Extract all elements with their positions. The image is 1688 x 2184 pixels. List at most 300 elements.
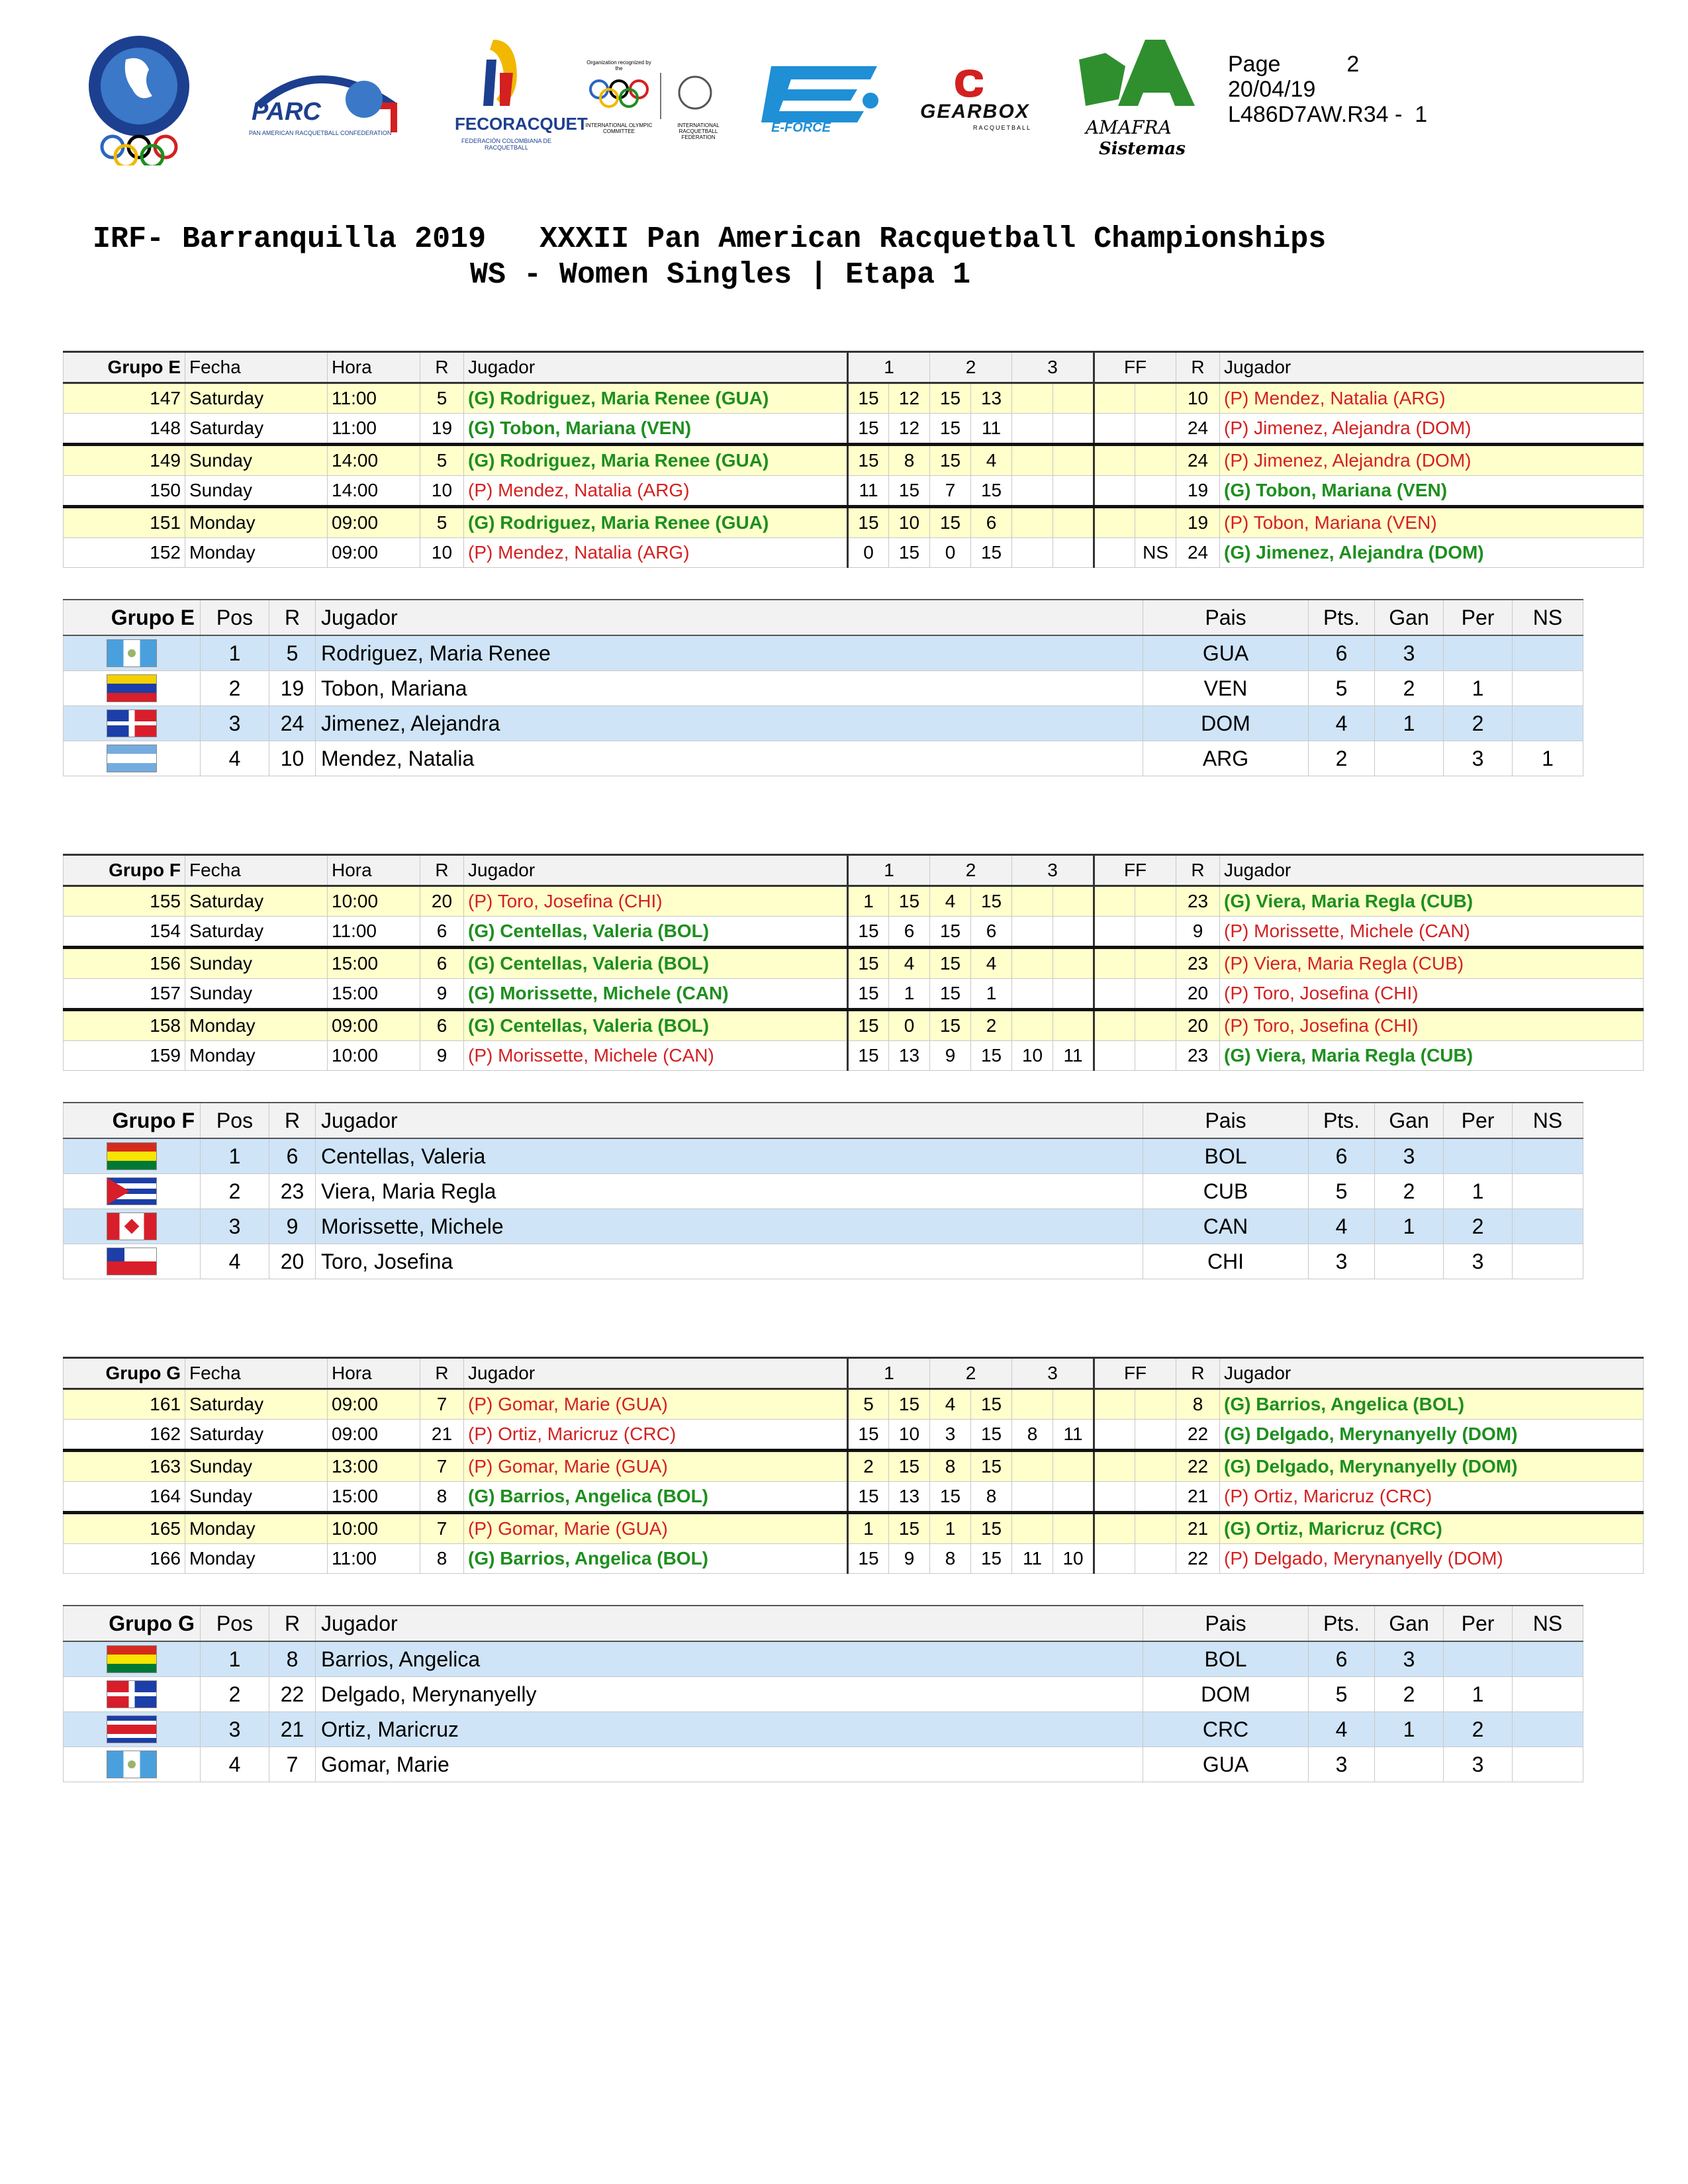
col-hora: Hora — [328, 352, 420, 383]
match-day: Monday — [185, 507, 328, 538]
forfeit — [1135, 1544, 1176, 1574]
group-name: Grupo G — [64, 1358, 185, 1389]
match-day: Monday — [185, 1041, 328, 1071]
set-score — [1012, 1513, 1053, 1544]
player2-name: (G) Delgado, Merynanyelly (DOM) — [1220, 1420, 1644, 1451]
rank: 23 — [269, 1174, 316, 1209]
player2-name: (G) Viera, Maria Regla (CUB) — [1220, 1041, 1644, 1071]
set-score — [1012, 383, 1053, 414]
match-day: Sunday — [185, 1482, 328, 1513]
wins: 2 — [1375, 671, 1444, 706]
rank: 9 — [269, 1209, 316, 1244]
points: 5 — [1309, 1174, 1375, 1209]
player2-rank: 19 — [1176, 476, 1220, 507]
rank: 6 — [269, 1138, 316, 1174]
position: 3 — [201, 1712, 269, 1747]
set-score: 15 — [971, 538, 1012, 568]
forfeit — [1135, 445, 1176, 476]
col-r2: R — [1176, 855, 1220, 886]
wins: 1 — [1375, 706, 1444, 741]
standings-row — [64, 635, 1583, 671]
set-score: 10 — [1053, 1544, 1094, 1574]
set-score: 0 — [930, 538, 971, 568]
set-score: 15 — [889, 1513, 930, 1544]
set-score: 15 — [889, 1451, 930, 1482]
set-score: 15 — [889, 886, 930, 917]
wins — [1375, 741, 1444, 776]
player2-rank: 24 — [1176, 445, 1220, 476]
match-time: 13:00 — [328, 1451, 420, 1482]
ff-spacer — [1094, 414, 1135, 445]
player1-rank: 21 — [420, 1420, 464, 1451]
col-set-2: 2 — [930, 855, 1012, 886]
flag-cell — [64, 671, 201, 706]
set-score — [1012, 886, 1053, 917]
match-time: 15:00 — [328, 979, 420, 1010]
player2-rank: 23 — [1176, 948, 1220, 979]
col-ff: FF — [1094, 1358, 1176, 1389]
forfeit: NS — [1135, 538, 1176, 568]
set-score: 1 — [971, 979, 1012, 1010]
flag-cell — [64, 741, 201, 776]
col-r2: R — [1176, 352, 1220, 383]
flag-cell — [64, 1641, 201, 1677]
col-pos: Pos — [201, 1103, 269, 1138]
player1-rank: 19 — [420, 414, 464, 445]
losses: 3 — [1444, 1747, 1513, 1782]
match-row — [64, 917, 1644, 948]
set-score — [1053, 414, 1094, 445]
set-score: 15 — [848, 445, 889, 476]
losses — [1444, 1138, 1513, 1174]
col-jugador: Jugador — [464, 352, 848, 383]
match-row — [64, 948, 1644, 979]
flag-cell — [64, 1712, 201, 1747]
flag-cell — [64, 635, 201, 671]
player2-name: (G) Tobon, Mariana (VEN) — [1220, 476, 1644, 507]
player1-name: (P) Toro, Josefina (CHI) — [464, 886, 848, 917]
rank: 7 — [269, 1747, 316, 1782]
set-score: 15 — [848, 917, 889, 948]
player2-rank: 23 — [1176, 886, 1220, 917]
match-table — [63, 1357, 1644, 1574]
ff-spacer — [1094, 886, 1135, 917]
player-name: Toro, Josefina — [316, 1244, 1143, 1279]
ioc-recognition-logo — [583, 60, 735, 146]
set-score: 15 — [971, 476, 1012, 507]
forfeit — [1135, 1420, 1176, 1451]
player1-rank: 5 — [420, 507, 464, 538]
match-day: Sunday — [185, 948, 328, 979]
set-score: 1 — [848, 1513, 889, 1544]
losses — [1444, 635, 1513, 671]
forfeit — [1135, 383, 1176, 414]
page-subtitle: WS - Women Singles | Etapa 1 — [470, 258, 971, 292]
report-date: 20/04/19 — [1228, 77, 1316, 102]
player1-rank: 8 — [420, 1482, 464, 1513]
match-number: 166 — [64, 1544, 185, 1574]
set-score — [1012, 917, 1053, 948]
set-score: 1 — [930, 1513, 971, 1544]
match-day: Saturday — [185, 917, 328, 948]
set-score — [1053, 476, 1094, 507]
player1-rank: 6 — [420, 917, 464, 948]
match-number: 163 — [64, 1451, 185, 1482]
col-gan: Gan — [1375, 1606, 1444, 1641]
position: 3 — [201, 1209, 269, 1244]
fecoracquet-logo-subtext: FEDERACIÓN COLOMBIANA DE RACQUETBALL — [461, 138, 552, 151]
set-score — [1012, 1010, 1053, 1041]
flag-icon — [107, 1751, 157, 1778]
match-number: 159 — [64, 1041, 185, 1071]
points: 3 — [1309, 1747, 1375, 1782]
flag-cell — [64, 706, 201, 741]
ff-spacer — [1094, 1010, 1135, 1041]
col-hora: Hora — [328, 1358, 420, 1389]
match-number: 164 — [64, 1482, 185, 1513]
match-number: 151 — [64, 507, 185, 538]
col-r: R — [269, 1103, 316, 1138]
set-score: 2 — [848, 1451, 889, 1482]
col-ns: NS — [1513, 1606, 1583, 1641]
player1-rank: 5 — [420, 383, 464, 414]
match-number: 158 — [64, 1010, 185, 1041]
set-score: 15 — [848, 1420, 889, 1451]
col-jugador2: Jugador — [1220, 352, 1644, 383]
page-label: Page — [1228, 52, 1281, 77]
set-score: 15 — [930, 917, 971, 948]
player1-name: (G) Rodriguez, Maria Renee (GUA) — [464, 445, 848, 476]
set-score: 8 — [889, 445, 930, 476]
flag-icon — [107, 745, 157, 772]
fecoracquet-logo-text: FECORACQUET — [455, 114, 588, 134]
player2-rank: 22 — [1176, 1420, 1220, 1451]
forfeit — [1135, 1389, 1176, 1420]
match-time: 11:00 — [328, 1544, 420, 1574]
set-score: 11 — [1053, 1420, 1094, 1451]
set-score: 4 — [930, 1389, 971, 1420]
set-score: 4 — [971, 948, 1012, 979]
match-row — [64, 1389, 1644, 1420]
match-day: Saturday — [185, 414, 328, 445]
player-name: Mendez, Natalia — [316, 741, 1143, 776]
set-score: 15 — [971, 1513, 1012, 1544]
player-name: Morissette, Michele — [316, 1209, 1143, 1244]
player1-name: (G) Barrios, Angelica (BOL) — [464, 1544, 848, 1574]
standings-row — [64, 741, 1583, 776]
player1-name: (P) Gomar, Marie (GUA) — [464, 1389, 848, 1420]
set-score — [1053, 917, 1094, 948]
player1-name: (P) Mendez, Natalia (ARG) — [464, 538, 848, 568]
match-day: Monday — [185, 1513, 328, 1544]
ff-spacer — [1094, 979, 1135, 1010]
group-name: Grupo E — [64, 600, 201, 635]
set-score: 15 — [848, 979, 889, 1010]
match-number: 147 — [64, 383, 185, 414]
match-time: 09:00 — [328, 507, 420, 538]
flag-cell — [64, 1174, 201, 1209]
set-score: 15 — [848, 507, 889, 538]
player2-rank: 24 — [1176, 414, 1220, 445]
player1-rank: 20 — [420, 886, 464, 917]
ff-spacer — [1094, 1041, 1135, 1071]
page-info — [1228, 52, 1427, 127]
amafra-logo-text: AMAFRA — [1086, 116, 1172, 138]
match-day: Monday — [185, 538, 328, 568]
no-shows — [1513, 1138, 1583, 1174]
match-day: Saturday — [185, 886, 328, 917]
player-name: Ortiz, Maricruz — [316, 1712, 1143, 1747]
player2-rank: 10 — [1176, 383, 1220, 414]
match-number: 162 — [64, 1420, 185, 1451]
set-score: 11 — [1012, 1544, 1053, 1574]
player1-rank: 6 — [420, 1010, 464, 1041]
set-score: 15 — [848, 1010, 889, 1041]
set-score: 4 — [971, 445, 1012, 476]
losses: 3 — [1444, 741, 1513, 776]
match-day: Monday — [185, 1544, 328, 1574]
match-row — [64, 445, 1644, 476]
page-title: IRF- Barranquilla 2019 XXXII Pan American Racquetball Championships — [93, 222, 1327, 256]
set-score: 8 — [930, 1451, 971, 1482]
eforce-logo — [758, 60, 884, 139]
no-shows — [1513, 1209, 1583, 1244]
match-row — [64, 414, 1644, 445]
group-name: Grupo G — [64, 1606, 201, 1641]
country: VEN — [1143, 671, 1309, 706]
set-score: 15 — [889, 476, 930, 507]
match-number: 155 — [64, 886, 185, 917]
match-table — [63, 854, 1644, 1071]
match-row — [64, 1451, 1644, 1482]
match-row — [64, 507, 1644, 538]
set-score — [1012, 476, 1053, 507]
player1-name: (G) Centellas, Valeria (BOL) — [464, 948, 848, 979]
player1-rank: 5 — [420, 445, 464, 476]
set-score: 10 — [889, 507, 930, 538]
set-score: 15 — [889, 538, 930, 568]
ff-spacer — [1094, 445, 1135, 476]
col-fecha: Fecha — [185, 352, 328, 383]
col-fecha: Fecha — [185, 1358, 328, 1389]
ff-spacer — [1094, 1389, 1135, 1420]
country: BOL — [1143, 1138, 1309, 1174]
player2-name: (P) Jimenez, Alejandra (DOM) — [1220, 445, 1644, 476]
set-score: 13 — [889, 1041, 930, 1071]
losses: 3 — [1444, 1244, 1513, 1279]
flag-cell — [64, 1747, 201, 1782]
match-number: 165 — [64, 1513, 185, 1544]
match-time: 11:00 — [328, 414, 420, 445]
player1-rank: 6 — [420, 948, 464, 979]
set-score — [1053, 383, 1094, 414]
standings-row — [64, 1174, 1583, 1209]
set-score: 2 — [971, 1010, 1012, 1041]
col-jugador: Jugador — [464, 855, 848, 886]
match-day: Saturday — [185, 1420, 328, 1451]
player1-rank: 9 — [420, 979, 464, 1010]
set-score: 15 — [848, 1544, 889, 1574]
country: DOM — [1143, 1677, 1309, 1712]
forfeit — [1135, 476, 1176, 507]
rank: 10 — [269, 741, 316, 776]
set-score: 15 — [971, 886, 1012, 917]
player2-name: (P) Jimenez, Alejandra (DOM) — [1220, 414, 1644, 445]
points: 6 — [1309, 1138, 1375, 1174]
points: 4 — [1309, 1712, 1375, 1747]
player-name: Centellas, Valeria — [316, 1138, 1143, 1174]
set-score — [1012, 414, 1053, 445]
ff-spacer — [1094, 1482, 1135, 1513]
flag-icon — [107, 1680, 157, 1708]
player1-name: (G) Rodriguez, Maria Renee (GUA) — [464, 383, 848, 414]
col-set-2: 2 — [930, 1358, 1012, 1389]
player2-name: (G) Delgado, Merynanyelly (DOM) — [1220, 1451, 1644, 1482]
col-per: Per — [1444, 600, 1513, 635]
rank: 24 — [269, 706, 316, 741]
match-time: 14:00 — [328, 445, 420, 476]
player2-name: (P) Ortiz, Maricruz (CRC) — [1220, 1482, 1644, 1513]
match-header-row — [64, 352, 1644, 383]
match-number: 149 — [64, 445, 185, 476]
country: GUA — [1143, 1747, 1309, 1782]
set-score — [1053, 886, 1094, 917]
set-score — [1053, 1513, 1094, 1544]
standings-header-row — [64, 600, 1583, 635]
position: 4 — [201, 1244, 269, 1279]
ff-spacer — [1094, 1420, 1135, 1451]
position: 2 — [201, 671, 269, 706]
points: 4 — [1309, 1209, 1375, 1244]
wins: 2 — [1375, 1174, 1444, 1209]
col-set-1: 1 — [848, 352, 930, 383]
player2-name: (P) Toro, Josefina (CHI) — [1220, 979, 1644, 1010]
match-time: 10:00 — [328, 1041, 420, 1071]
standings-header-row — [64, 1606, 1583, 1641]
ff-spacer — [1094, 1513, 1135, 1544]
standings-header-row — [64, 1103, 1583, 1138]
match-number: 150 — [64, 476, 185, 507]
match-table — [63, 351, 1644, 568]
match-row — [64, 383, 1644, 414]
position: 3 — [201, 706, 269, 741]
set-score: 6 — [889, 917, 930, 948]
gearbox-logo-subtext: RACQUETBALL — [973, 124, 1032, 131]
set-score: 15 — [930, 979, 971, 1010]
standings-row — [64, 1641, 1583, 1677]
losses: 2 — [1444, 706, 1513, 741]
ff-spacer — [1094, 507, 1135, 538]
match-number: 148 — [64, 414, 185, 445]
set-score: 15 — [971, 1389, 1012, 1420]
points: 6 — [1309, 635, 1375, 671]
parc-logo-subtext: PAN AMERICAN RACQUETBALL CONFEDERATION — [249, 130, 392, 136]
match-number: 156 — [64, 948, 185, 979]
standings-row — [64, 671, 1583, 706]
flag-icon — [107, 1248, 157, 1275]
col-set-3: 3 — [1012, 352, 1094, 383]
parc-logo — [245, 60, 407, 146]
match-row — [64, 1482, 1644, 1513]
set-score: 15 — [930, 1010, 971, 1041]
set-score — [1053, 979, 1094, 1010]
player2-rank: 22 — [1176, 1544, 1220, 1574]
standings-row — [64, 1747, 1583, 1782]
player1-name: (G) Centellas, Valeria (BOL) — [464, 1010, 848, 1041]
no-shows — [1513, 1677, 1583, 1712]
player-name: Delgado, Merynanyelly — [316, 1677, 1143, 1712]
points: 3 — [1309, 1244, 1375, 1279]
col-r: R — [269, 600, 316, 635]
losses: 1 — [1444, 1677, 1513, 1712]
set-score: 9 — [889, 1544, 930, 1574]
match-time: 09:00 — [328, 1010, 420, 1041]
match-day: Saturday — [185, 1389, 328, 1420]
set-score: 8 — [971, 1482, 1012, 1513]
match-row — [64, 1041, 1644, 1071]
points: 5 — [1309, 1677, 1375, 1712]
player-name: Rodriguez, Maria Renee — [316, 635, 1143, 671]
match-day: Sunday — [185, 1451, 328, 1482]
page-number-line — [1228, 52, 1427, 77]
col-jugador2: Jugador — [1220, 1358, 1644, 1389]
gearbox-logo — [914, 66, 1039, 139]
col-gan: Gan — [1375, 600, 1444, 635]
set-score: 4 — [930, 886, 971, 917]
points: 6 — [1309, 1641, 1375, 1677]
ff-spacer — [1094, 917, 1135, 948]
standings-row — [64, 706, 1583, 741]
set-score — [1012, 1451, 1053, 1482]
match-day: Monday — [185, 1010, 328, 1041]
forfeit — [1135, 507, 1176, 538]
set-score — [1053, 1482, 1094, 1513]
col-jugador: Jugador — [464, 1358, 848, 1389]
set-score — [1053, 1010, 1094, 1041]
points: 5 — [1309, 671, 1375, 706]
forfeit — [1135, 1513, 1176, 1544]
col-r2: R — [1176, 1358, 1220, 1389]
wins — [1375, 1244, 1444, 1279]
player-name: Barrios, Angelica — [316, 1641, 1143, 1677]
col-pts: Pts. — [1309, 600, 1375, 635]
no-shows — [1513, 635, 1583, 671]
standings-row — [64, 1677, 1583, 1712]
country: CHI — [1143, 1244, 1309, 1279]
standings-table — [63, 1605, 1583, 1782]
set-score — [1012, 507, 1053, 538]
standings-table — [63, 599, 1583, 776]
col-set-3: 3 — [1012, 855, 1094, 886]
country: BOL — [1143, 1641, 1309, 1677]
set-score — [1053, 507, 1094, 538]
wins — [1375, 1747, 1444, 1782]
set-score: 4 — [889, 948, 930, 979]
match-day: Sunday — [185, 476, 328, 507]
no-shows — [1513, 1174, 1583, 1209]
match-row — [64, 979, 1644, 1010]
set-score: 15 — [889, 1389, 930, 1420]
rank: 21 — [269, 1712, 316, 1747]
col-pais: Pais — [1143, 1606, 1309, 1641]
set-score: 15 — [930, 383, 971, 414]
match-day: Sunday — [185, 445, 328, 476]
col-pos: Pos — [201, 1606, 269, 1641]
set-score: 15 — [930, 1482, 971, 1513]
wins: 3 — [1375, 1641, 1444, 1677]
points: 4 — [1309, 706, 1375, 741]
match-number: 154 — [64, 917, 185, 948]
